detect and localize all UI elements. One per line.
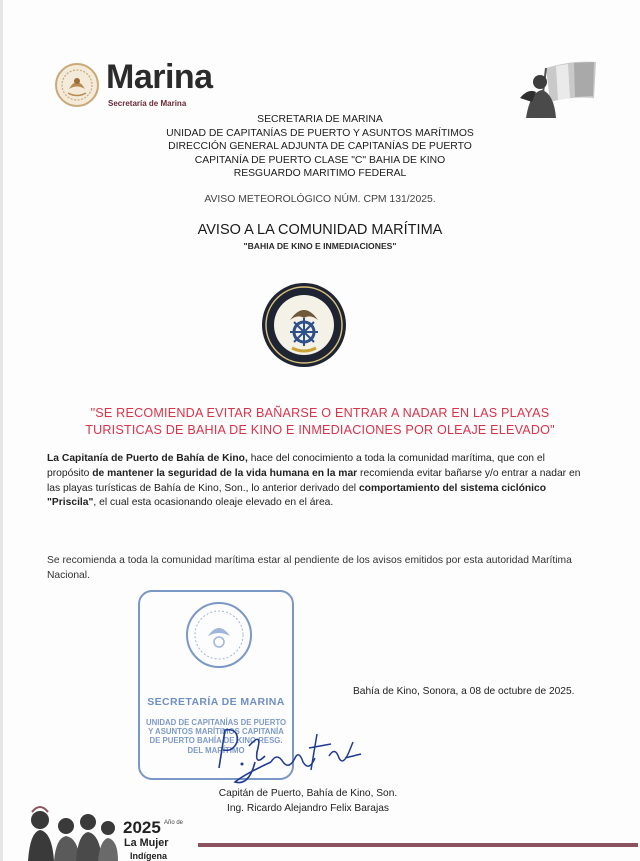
place-date: Bahía de Kino, Sonora, a 08 de octubre de 2025. — [353, 686, 575, 697]
aviso-number: AVISO METEOROLÓGICO NÚM. CPM 131/2025. — [204, 194, 436, 205]
body-emphasis: comportamiento del sistema ciclónico "Priscila" — [47, 482, 547, 509]
eagle-seal-icon — [54, 62, 100, 108]
header-line: RESGUARDO MARITIMO FEDERAL — [233, 168, 407, 179]
body-emphasis: de mantener la seguridad de la vida humana en la mar — [92, 467, 358, 479]
stamp-title: SECRETARÍA DE MARINA — [147, 696, 285, 708]
body-text: hace del conocimiento a toda la comunidad marítima, que con el propósito — [47, 453, 545, 479]
footer-la-mujer: La Mujer — [124, 837, 169, 849]
header-block — [0, 113, 640, 181]
signer-name: Ing. Ricardo Alejandro Felix Barajas — [227, 803, 389, 814]
body-paragraph-2: Se recomienda a toda la comunidad marítima estar al pendiente de los avisos emitidos por esta autoridad Marítima Nacional. — [47, 555, 572, 581]
headline-warning: "SE RECOMIENDA EVITAR BAÑARSE O ENTRAR A NADAR EN LAS PLAYAS TURISTICAS DE BAHIA DE KINO E INMEDIACIONES POR OLEAJE ELEVADO" — [85, 406, 555, 437]
document-title: AVISO A LA COMUNIDAD MARÍTIMA — [197, 222, 443, 238]
handwritten-signature-icon — [205, 722, 365, 790]
flag-figure-icon — [516, 58, 598, 120]
stamp-seal-icon — [184, 600, 254, 670]
capitania-emblem-icon — [260, 280, 348, 370]
marina-wordmark: Marina — [106, 58, 213, 96]
footer-rule — [198, 843, 638, 847]
footer-ano-de: Año de — [164, 820, 184, 826]
body-emphasis: La Capitanía de Puerto de Bahía de Kino, — [47, 453, 248, 464]
document-subtitle: "BAHIA DE KINO E INMEDIACIONES" — [243, 241, 397, 251]
footer-year: 2025 — [123, 818, 161, 837]
body-text: , el cual esta ocasionando oleaje elevado en el área. — [93, 497, 334, 509]
header-line: CAPITANÍA DE PUERTO CLASE "C" BAHIA DE KINO — [194, 154, 446, 166]
header-line: UNIDAD DE CAPITANÍAS DE PUERTO Y ASUNTOS MARÍTIMOS — [166, 127, 474, 139]
indigenous-women-illustration-icon — [26, 798, 118, 861]
marina-subtitle: Secretaría de Marina — [108, 99, 187, 108]
marina-logo — [54, 60, 232, 112]
stamp-detail: UNIDAD DE CAPITANÍAS DE PUERTO Y ASUNTOS MARÍTIMOS CAPITANÍA DE PUERTO BAHÍA DE KINO RESG. DEL MARÍTIMO — [145, 718, 287, 755]
header-line: SECRETARIA DE MARINA — [257, 114, 383, 125]
body-text: recomienda evitar bañarse y/o entrar a nadar en las playas turísticas de Bahía de Kino, Son., lo anterior derivado del — [47, 467, 581, 494]
footer-indigena: Indígena — [130, 851, 168, 861]
header-line: DIRECCIÓN GENERAL ADJUNTA DE CAPITANÍAS DE PUERTO — [168, 141, 472, 152]
signer-role: Capitán de Puerto, Bahía de Kino, Son. — [218, 788, 398, 799]
body-paragraph — [47, 452, 587, 511]
